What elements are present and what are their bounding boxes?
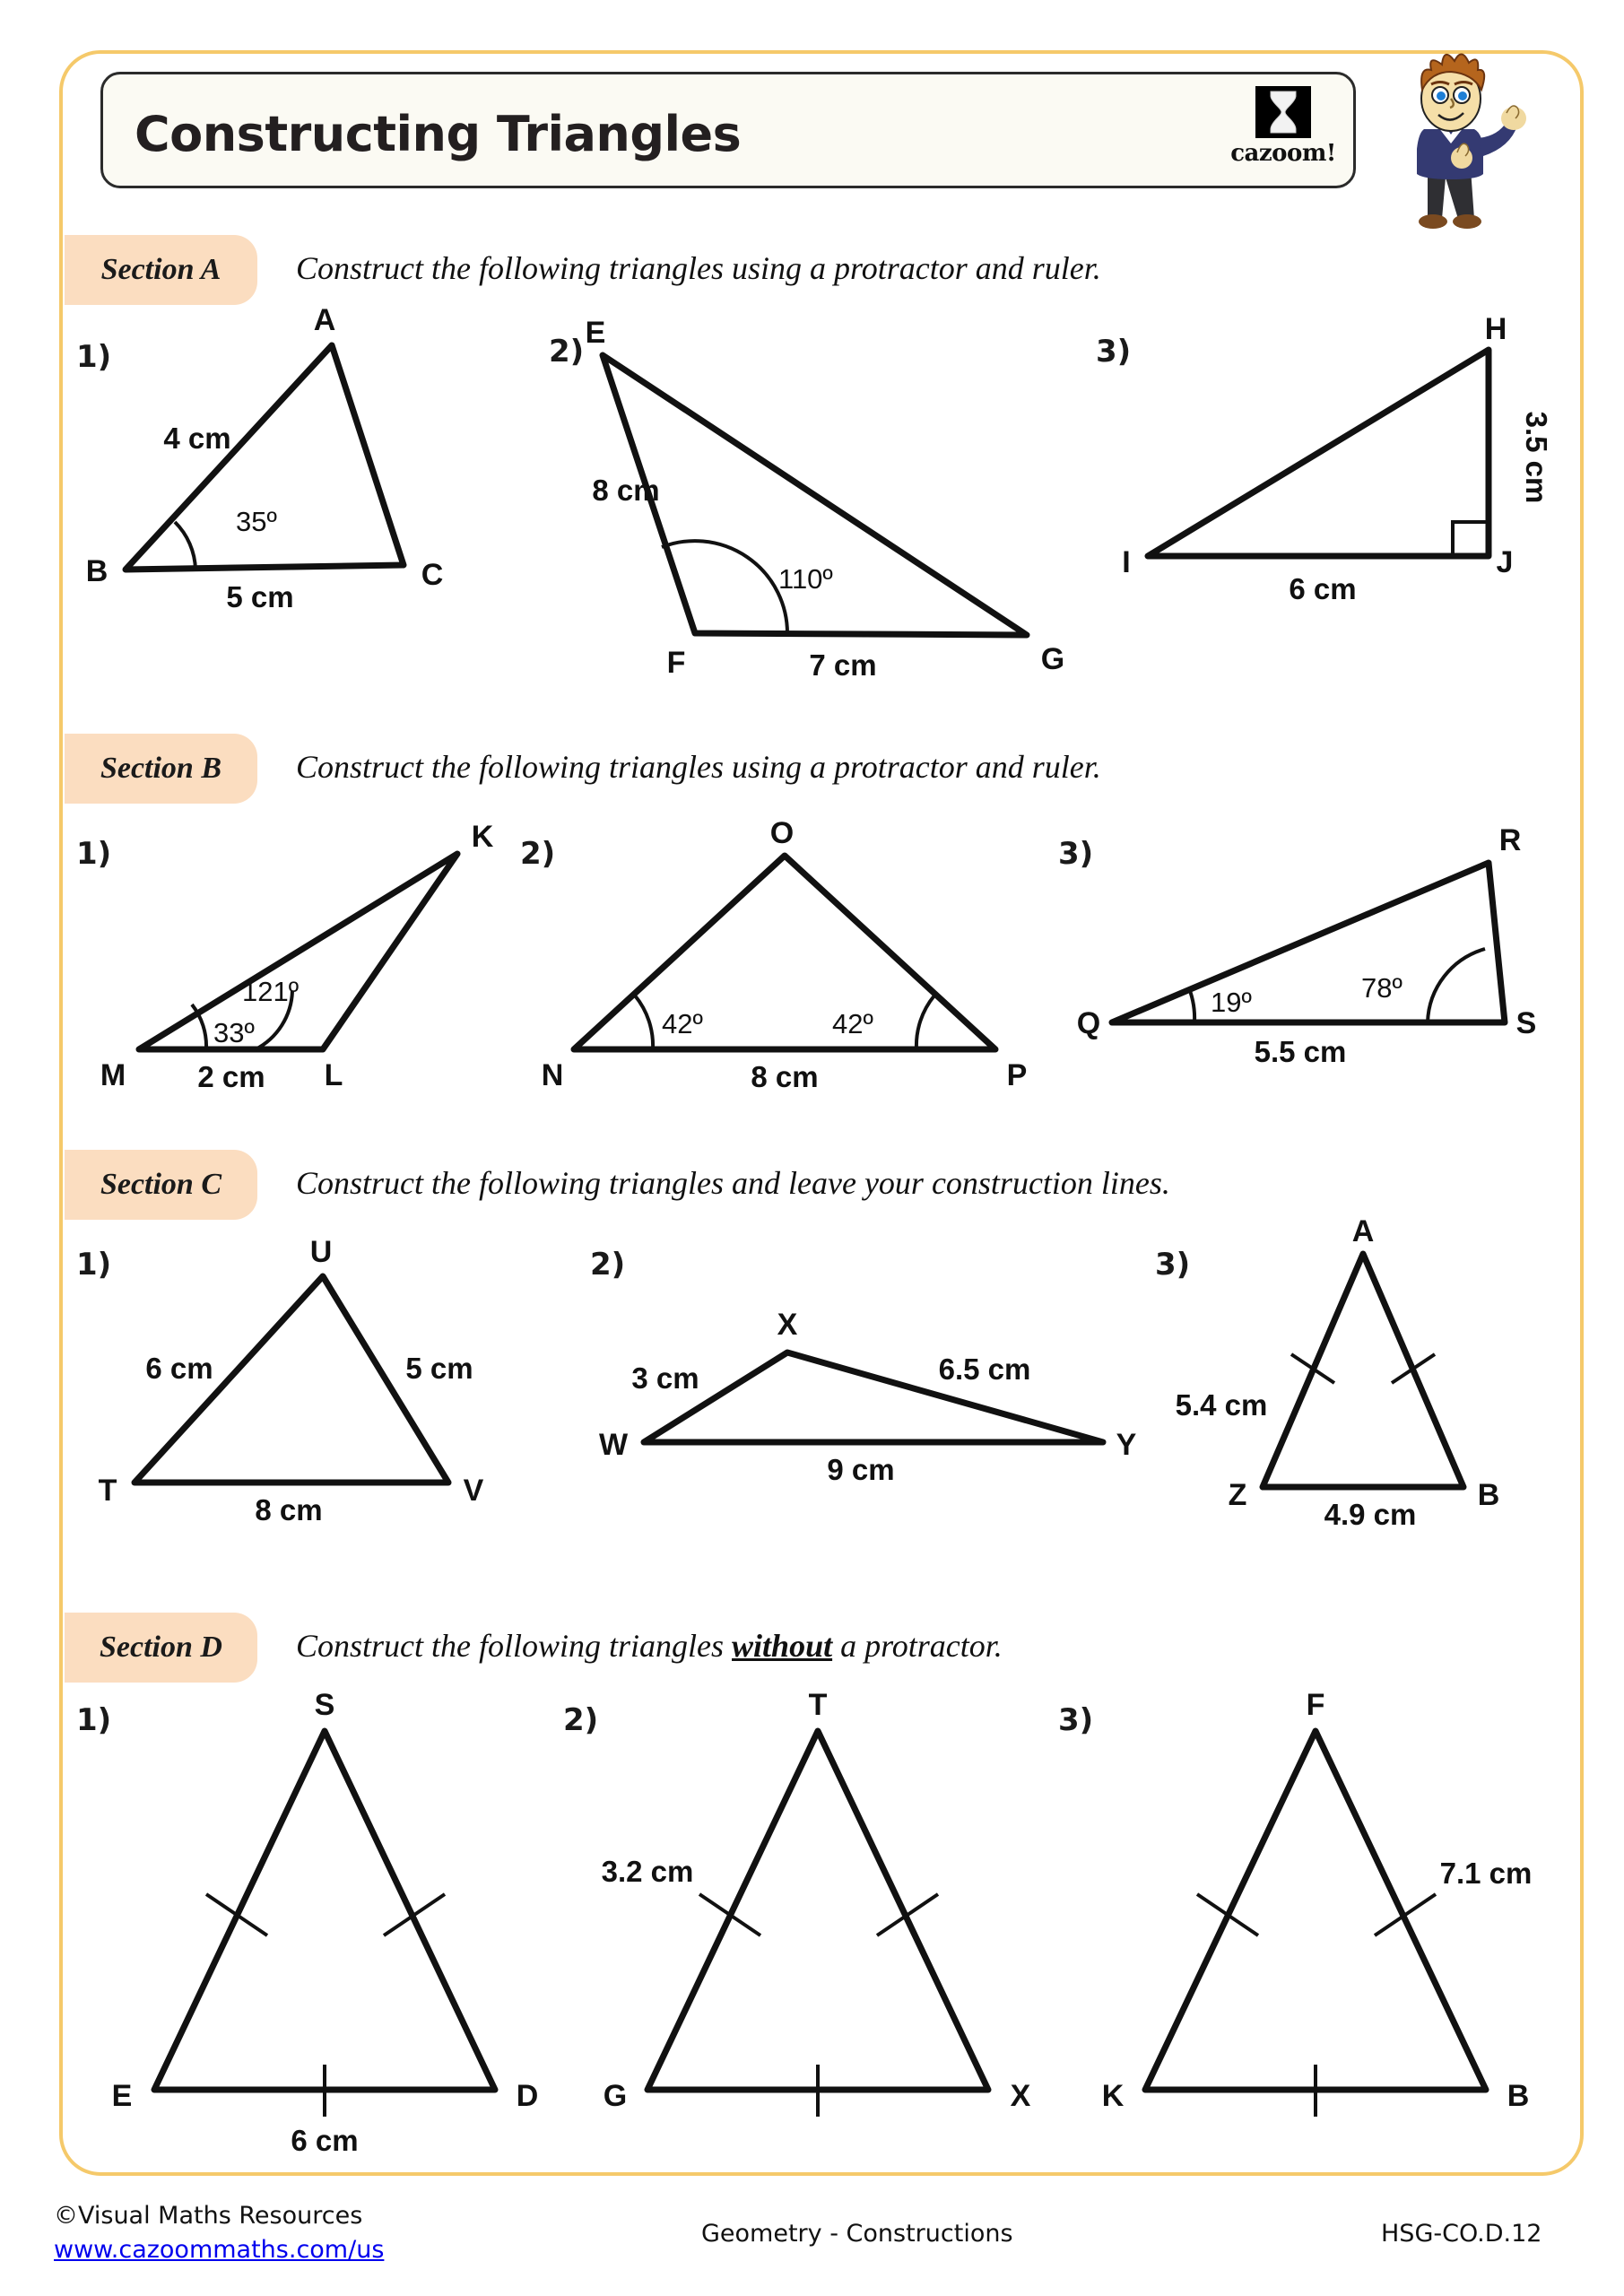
- tick-mark-d1-left: [206, 1894, 267, 1935]
- question-number-b3: 3): [1058, 836, 1094, 872]
- section-instruction-d: [296, 1627, 1003, 1665]
- side-label-c1-1: 5 cm: [405, 1352, 473, 1385]
- section-label-b: Section B: [100, 752, 222, 785]
- triangle-b3: [1076, 823, 1551, 1085]
- question-number-b1: 1): [76, 836, 112, 872]
- section-label-a: Section A: [100, 253, 221, 286]
- tick-mark-c3-left: [1291, 1354, 1334, 1383]
- vertex-label-c1-2: V: [463, 1474, 484, 1508]
- question-number-c3: 3): [1155, 1247, 1191, 1283]
- tick-mark-d3-left: [1197, 1894, 1258, 1935]
- triangle-c1: [98, 1235, 565, 1526]
- vertex-label-a1-2: C: [421, 558, 444, 592]
- vertex-label-b3-2: S: [1515, 1006, 1537, 1040]
- vertex-label-b1-1: L: [324, 1058, 343, 1092]
- vertex-label-a2-0: E: [585, 316, 606, 350]
- section-pill-a: [65, 235, 257, 305]
- side-label-a3-0: 3.5 cm: [1520, 411, 1553, 504]
- vertex-label-b3-1: Q: [1076, 1006, 1101, 1040]
- vertex-label-a2-1: F: [666, 646, 686, 680]
- vertex-label-c2-1: W: [598, 1428, 629, 1462]
- footer-website-link[interactable]: www.cazoommaths.com/us: [54, 2236, 385, 2264]
- vertex-label-d3-2: B: [1507, 2079, 1530, 2113]
- triangle-a2: [583, 316, 1085, 682]
- triangle-b1: [99, 820, 529, 1093]
- side-label-d2-0: 3.2 cm: [601, 1855, 694, 1888]
- angle-label-b3-0: 19º: [1211, 987, 1252, 1018]
- side-label-b1-0: 2 cm: [197, 1060, 265, 1093]
- question-number-c1: 1): [76, 1247, 112, 1283]
- triangle-c3: [1175, 1214, 1578, 1531]
- angle-label-b1-0: 33º: [213, 1017, 255, 1048]
- side-label-c3-1: 4.9 cm: [1324, 1498, 1417, 1531]
- triangle-a3: [1121, 312, 1587, 610]
- section-pill-d: [65, 1613, 257, 1683]
- vertex-label-b1-0: K: [471, 820, 494, 854]
- side-label-c2-2: 9 cm: [827, 1453, 895, 1486]
- vertex-label-a1-0: A: [313, 303, 336, 337]
- angle-label-b2-0: 42º: [662, 1008, 703, 1039]
- triangle-a1: [85, 303, 556, 613]
- vertex-label-b3-0: R: [1498, 823, 1522, 857]
- side-label-a2-1: 7 cm: [809, 648, 877, 682]
- tick-mark-d2-left: [699, 1894, 760, 1935]
- side-label-c1-0: 6 cm: [145, 1352, 213, 1385]
- vertex-label-c3-2: B: [1477, 1478, 1500, 1512]
- triangle-c2: [598, 1274, 1137, 1489]
- tick-mark-d1-right: [384, 1894, 445, 1935]
- vertex-label-c1-0: U: [309, 1235, 333, 1269]
- question-number-b2: 2): [520, 836, 556, 872]
- tick-mark-d2-right: [877, 1894, 938, 1935]
- page-title: Constructing Triangles: [135, 106, 742, 162]
- vertex-label-d2-1: G: [603, 2079, 628, 2113]
- section-label-c: Section C: [100, 1168, 222, 1201]
- section-instruction-d-suffix: a protractor.: [832, 1628, 1003, 1664]
- logo-wordmark: cazoom!: [1230, 140, 1336, 167]
- angle-label-b1-1: 121º: [242, 976, 300, 1007]
- triangle-d1: [90, 1688, 592, 2161]
- vertex-label-c3-1: Z: [1228, 1478, 1247, 1512]
- side-label-a3-1: 6 cm: [1289, 572, 1357, 605]
- question-number-a3: 3): [1096, 334, 1132, 370]
- vertex-label-b2-1: N: [541, 1058, 564, 1092]
- side-label-c2-1: 6.5 cm: [938, 1352, 1031, 1386]
- vertex-label-d3-0: F: [1306, 1688, 1325, 1722]
- question-number-d2: 2): [563, 1702, 599, 1738]
- side-label-c3-0: 5.4 cm: [1175, 1388, 1268, 1422]
- section-instruction-d-emphasis: without: [732, 1628, 833, 1664]
- vertex-label-d1-1: E: [111, 2079, 133, 2113]
- side-label-a1-0: 4 cm: [163, 422, 231, 455]
- side-label-d3-0: 7.1 cm: [1439, 1857, 1533, 1890]
- question-number-a1: 1): [76, 339, 112, 375]
- vertex-label-c1-1: T: [98, 1474, 117, 1508]
- section-instruction-a: Construct the following triangles using a protractor and ruler.: [296, 250, 1101, 286]
- vertex-label-c2-2: Y: [1116, 1428, 1137, 1462]
- vertex-label-a2-2: G: [1040, 642, 1065, 676]
- question-number-d3: 3): [1058, 1702, 1094, 1738]
- vertex-label-d1-2: D: [516, 2079, 539, 2113]
- cazoom-logo: [1220, 86, 1347, 174]
- section-header-c: [65, 1150, 1517, 1222]
- triangle-d3: [1081, 1688, 1583, 2161]
- vertex-label-d2-2: X: [1010, 2079, 1031, 2113]
- section-pill-c: [65, 1150, 257, 1220]
- vertex-label-d3-1: K: [1101, 2079, 1125, 2113]
- section-header-a: [65, 235, 1517, 307]
- vertex-label-b2-0: O: [769, 816, 795, 850]
- footer-code: HSG-CO.D.12: [1381, 2220, 1542, 2248]
- side-label-a1-1: 5 cm: [226, 580, 294, 613]
- question-number-d1: 1): [76, 1702, 112, 1738]
- side-label-a2-0: 8 cm: [592, 474, 660, 507]
- vertex-label-c3-0: A: [1351, 1214, 1375, 1248]
- question-number-c2: 2): [590, 1247, 626, 1283]
- section-header-b: [65, 734, 1517, 805]
- vertex-label-d1-0: S: [314, 1688, 335, 1722]
- section-instruction-b: Construct the following triangles using a protractor and ruler.: [296, 749, 1101, 785]
- vertex-label-b2-2: P: [1006, 1058, 1028, 1092]
- section-instruction-d-prefix: Construct the following triangles: [296, 1628, 733, 1664]
- side-label-c2-0: 3 cm: [631, 1361, 699, 1395]
- vertex-label-c2-0: X: [777, 1308, 798, 1342]
- angle-label-b2-1: 42º: [832, 1008, 873, 1039]
- section-header-d: [65, 1613, 1517, 1684]
- vertex-label-a3-2: J: [1496, 545, 1514, 579]
- tick-mark-d3-right: [1375, 1894, 1436, 1935]
- angle-label-b3-1: 78º: [1361, 972, 1403, 1004]
- hourglass-icon: [1255, 86, 1311, 138]
- side-label-b2-0: 8 cm: [751, 1060, 819, 1093]
- triangle-b2: [541, 816, 1031, 1093]
- triangle-d2: [583, 1688, 1085, 2161]
- student-mascot-icon: [1372, 43, 1533, 236]
- page-footer: [0, 2202, 1624, 2296]
- section-pill-b: [65, 734, 257, 804]
- section-instruction-c: Construct the following triangles and leave your construction lines.: [296, 1165, 1170, 1201]
- right-angle-marker-a3: [1453, 522, 1489, 556]
- section-label-d: Section D: [100, 1631, 222, 1664]
- vertex-label-d2-0: T: [808, 1688, 828, 1722]
- side-label-c1-2: 8 cm: [255, 1493, 323, 1526]
- side-label-b3-0: 5.5 cm: [1254, 1035, 1347, 1068]
- angle-label-a2-0: 110º: [778, 563, 833, 595]
- vertex-label-a3-1: I: [1122, 545, 1131, 579]
- vertex-label-b1-2: M: [100, 1058, 126, 1092]
- vertex-label-a1-1: B: [85, 554, 109, 588]
- angle-label-a1-0: 35º: [236, 506, 277, 537]
- footer-topic: Geometry - Constructions: [701, 2220, 1013, 2248]
- vertex-label-a3-0: H: [1484, 312, 1507, 346]
- footer-copyright: ©Visual Maths Resources: [54, 2202, 363, 2230]
- side-label-d1-0: 6 cm: [291, 2124, 359, 2157]
- question-number-a2: 2): [549, 334, 585, 370]
- tick-mark-c3-right: [1392, 1354, 1435, 1383]
